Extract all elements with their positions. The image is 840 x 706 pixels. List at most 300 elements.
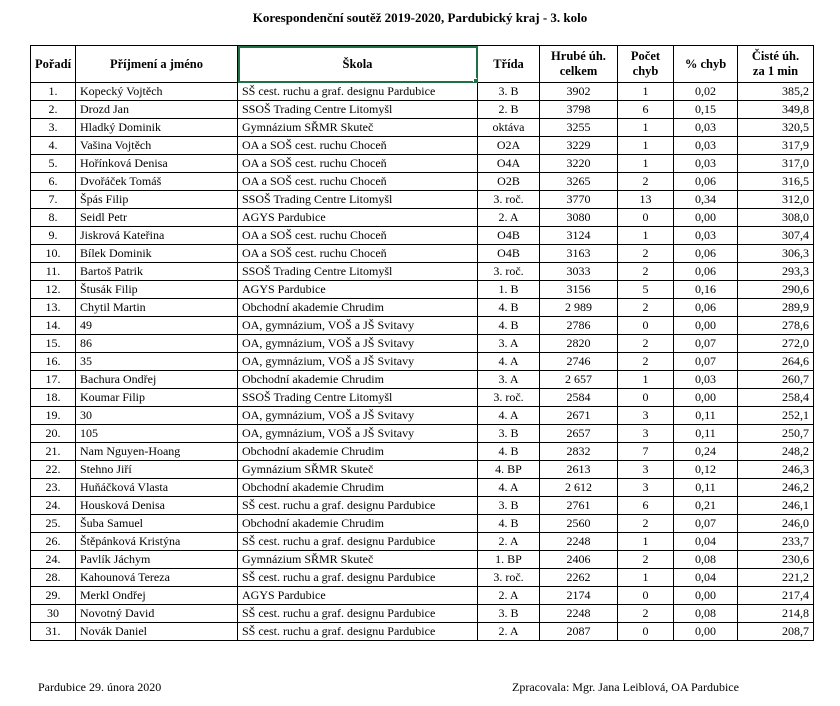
errors-cell[interactable]: 2 [618,335,674,353]
net-cell[interactable]: 320,5 [738,119,814,137]
class-cell[interactable]: 2. A [478,587,540,605]
footer-author: Zpracovala: Mgr. Jana Leiblová, OA Pardubice [512,680,739,694]
header-hrube[interactable] [540,46,618,83]
gross-cell[interactable]: 2 612 [540,479,618,497]
name-cell[interactable]: Šuba Samuel [76,515,238,533]
pct-cell[interactable]: 0,08 [674,551,738,569]
gross-cell[interactable]: 3229 [540,137,618,155]
name-cell[interactable]: Vašina Vojtěch [76,137,238,155]
class-cell[interactable]: 1. BP [478,551,540,569]
rank-cell[interactable]: 17. [31,371,76,389]
net-cell[interactable]: 248,2 [738,443,814,461]
rank-cell[interactable]: 5. [31,155,76,173]
net-cell[interactable]: 217,4 [738,587,814,605]
errors-cell[interactable]: 5 [618,281,674,299]
pct-cell[interactable]: 0,03 [674,371,738,389]
gross-cell[interactable]: 2657 [540,425,618,443]
net-cell[interactable]: 230,6 [738,551,814,569]
net-cell[interactable]: 385,2 [738,83,814,101]
errors-cell[interactable]: 1 [618,119,674,137]
class-cell[interactable]: 1. B [478,281,540,299]
school-cell[interactable]: AGYS Pardubice [238,209,478,227]
errors-cell[interactable]: 1 [618,533,674,551]
table-row [31,605,814,623]
table-row [31,551,814,569]
pct-cell[interactable]: 0,12 [674,461,738,479]
table-row [31,389,814,407]
net-cell[interactable]: 316,5 [738,173,814,191]
net-cell[interactable]: 290,6 [738,281,814,299]
net-cell[interactable]: 260,7 [738,371,814,389]
net-cell[interactable]: 312,0 [738,191,814,209]
header-hrube-line2: celkem [559,64,598,78]
table-row [31,227,814,245]
errors-cell[interactable]: 2 [618,263,674,281]
gross-cell[interactable]: 2584 [540,389,618,407]
pct-cell[interactable]: 0,11 [674,407,738,425]
table-row [31,497,814,515]
pct-cell[interactable]: 0,06 [674,299,738,317]
net-cell[interactable]: 208,7 [738,623,814,641]
class-cell[interactable]: O4B [478,227,540,245]
rank-cell[interactable]: 31. [31,623,76,641]
net-cell[interactable]: 246,2 [738,479,814,497]
school-cell[interactable]: SŠ cest. ruchu a graf. designu Pardubice [238,83,478,101]
net-cell[interactable]: 258,4 [738,389,814,407]
table-row [31,569,814,587]
gross-cell[interactable]: 2262 [540,569,618,587]
net-cell[interactable]: 307,4 [738,227,814,245]
class-cell[interactable]: 3. roč. [478,389,540,407]
gross-cell[interactable]: 2 657 [540,371,618,389]
rank-cell[interactable]: 8. [31,209,76,227]
school-cell[interactable]: SŠ cest. ruchu a graf. designu Pardubice [238,533,478,551]
pct-cell[interactable]: 0,11 [674,479,738,497]
table-row [31,353,814,371]
net-cell[interactable]: 349,8 [738,101,814,119]
pct-cell[interactable]: 0,07 [674,515,738,533]
header-poradi[interactable]: Pořadí [31,46,76,83]
class-cell[interactable]: 4. B [478,515,540,533]
net-cell[interactable]: 264,6 [738,353,814,371]
school-cell[interactable]: SŠ cest. ruchu a graf. designu Pardubice [238,605,478,623]
table-row [31,515,814,533]
errors-cell[interactable]: 13 [618,191,674,209]
class-cell[interactable]: 3. A [478,335,540,353]
class-cell[interactable]: 3. roč. [478,263,540,281]
school-cell[interactable]: OA a SOŠ cest. ruchu Choceň [238,227,478,245]
name-cell[interactable]: Merkl Ondřej [76,587,238,605]
name-cell[interactable]: Kahounová Tereza [76,569,238,587]
school-cell[interactable]: OA a SOŠ cest. ruchu Choceň [238,155,478,173]
table-row [31,83,814,101]
pct-cell[interactable]: 0,06 [674,173,738,191]
gross-cell[interactable]: 2087 [540,623,618,641]
pct-cell[interactable]: 0,03 [674,155,738,173]
gross-cell[interactable]: 3220 [540,155,618,173]
table-row [31,335,814,353]
name-cell[interactable]: Špás Filip [76,191,238,209]
school-cell[interactable]: AGYS Pardubice [238,587,478,605]
school-cell[interactable]: Obchodní akademie Chrudim [238,443,478,461]
school-cell[interactable]: OA, gymnázium, VOŠ a JŠ Svitavy [238,407,478,425]
pct-cell[interactable]: 0,00 [674,389,738,407]
errors-cell[interactable]: 1 [618,569,674,587]
class-cell[interactable]: 4. BP [478,461,540,479]
table-row [31,281,814,299]
rank-cell[interactable]: 24. [31,497,76,515]
errors-cell[interactable]: 3 [618,425,674,443]
class-cell[interactable]: 3. roč. [478,191,540,209]
net-cell[interactable]: 246,1 [738,497,814,515]
pct-cell[interactable]: 0,03 [674,137,738,155]
table-row [31,407,814,425]
school-cell[interactable]: OA, gymnázium, VOŠ a JŠ Svitavy [238,425,478,443]
rank-cell[interactable]: 25. [31,515,76,533]
rank-cell[interactable]: 12. [31,281,76,299]
net-cell[interactable]: 252,1 [738,407,814,425]
class-cell[interactable]: 2. A [478,209,540,227]
school-cell[interactable]: SSOŠ Trading Centre Litomyšl [238,101,478,119]
name-cell[interactable]: Koumar Filip [76,389,238,407]
rank-cell[interactable]: 28. [31,569,76,587]
school-cell[interactable]: SŠ cest. ruchu a graf. designu Pardubice [238,497,478,515]
name-cell[interactable]: 49 [76,317,238,335]
school-cell[interactable]: OA a SOŠ cest. ruchu Choceň [238,245,478,263]
school-cell[interactable]: AGYS Pardubice [238,281,478,299]
school-cell[interactable]: Gymnázium SŘMR Skuteč [238,551,478,569]
gross-cell[interactable]: 3163 [540,245,618,263]
school-cell[interactable]: SSOŠ Trading Centre Litomyšl [238,263,478,281]
net-cell[interactable]: 308,0 [738,209,814,227]
rank-cell[interactable]: 16. [31,353,76,371]
school-cell[interactable]: Gymnázium SŘMR Skuteč [238,461,478,479]
class-cell[interactable]: O4A [478,155,540,173]
name-cell[interactable]: Bartoš Patrik [76,263,238,281]
class-cell[interactable]: 4. A [478,407,540,425]
name-cell[interactable]: Štusák Filip [76,281,238,299]
class-cell[interactable]: 3. B [478,83,540,101]
net-cell[interactable]: 293,3 [738,263,814,281]
errors-cell[interactable]: 3 [618,479,674,497]
errors-cell[interactable]: 0 [618,587,674,605]
gross-cell[interactable]: 2560 [540,515,618,533]
pct-cell[interactable]: 0,06 [674,263,738,281]
errors-cell[interactable]: 0 [618,389,674,407]
rank-cell[interactable]: 29. [31,587,76,605]
gross-cell[interactable]: 3255 [540,119,618,137]
errors-cell[interactable]: 2 [618,299,674,317]
errors-cell[interactable]: 2 [618,551,674,569]
name-cell[interactable]: Novotný David [76,605,238,623]
table-row [31,425,814,443]
class-cell[interactable]: 4. A [478,479,540,497]
errors-cell[interactable]: 7 [618,443,674,461]
gross-cell[interactable]: 3080 [540,209,618,227]
gross-cell[interactable]: 3156 [540,281,618,299]
table-row [31,299,814,317]
header-ciste[interactable] [738,46,814,83]
school-cell[interactable]: SSOŠ Trading Centre Litomyšl [238,191,478,209]
class-cell[interactable]: 2. B [478,101,540,119]
pct-cell[interactable]: 0,07 [674,353,738,371]
gross-cell[interactable]: 2613 [540,461,618,479]
errors-cell[interactable]: 1 [618,227,674,245]
gross-cell[interactable]: 2406 [540,551,618,569]
errors-cell[interactable]: 1 [618,371,674,389]
table-row [31,461,814,479]
school-cell[interactable]: SSOŠ Trading Centre Litomyšl [238,389,478,407]
class-cell[interactable]: 3. A [478,371,540,389]
class-cell[interactable]: 3. B [478,605,540,623]
school-cell[interactable]: Obchodní akademie Chrudim [238,515,478,533]
net-cell[interactable]: 214,8 [738,605,814,623]
rank-cell[interactable]: 13. [31,299,76,317]
school-cell[interactable]: OA, gymnázium, VOŠ a JŠ Svitavy [238,335,478,353]
rank-cell[interactable]: 11. [31,263,76,281]
results-table [30,45,814,641]
pct-cell[interactable]: 0,00 [674,587,738,605]
name-cell[interactable]: Štěpánková Kristýna [76,533,238,551]
school-cell[interactable]: Obchodní akademie Chrudim [238,479,478,497]
gross-cell[interactable]: 2746 [540,353,618,371]
pct-cell[interactable]: 0,00 [674,209,738,227]
table-row [31,479,814,497]
gross-cell[interactable]: 2820 [540,335,618,353]
table-row [31,263,814,281]
net-cell[interactable]: 221,2 [738,569,814,587]
errors-cell[interactable]: 0 [618,209,674,227]
name-cell[interactable]: 105 [76,425,238,443]
gross-cell[interactable]: 2761 [540,497,618,515]
rank-cell[interactable]: 9. [31,227,76,245]
school-cell[interactable]: SŠ cest. ruchu a graf. designu Pardubice [238,623,478,641]
name-cell[interactable]: Chytil Martin [76,299,238,317]
class-cell[interactable]: 2. A [478,623,540,641]
errors-cell[interactable]: 2 [618,353,674,371]
school-cell[interactable]: Obchodní akademie Chrudim [238,299,478,317]
name-cell[interactable]: Dvořáček Tomáš [76,173,238,191]
net-cell[interactable]: 246,0 [738,515,814,533]
rank-cell[interactable]: 3. [31,119,76,137]
rank-cell[interactable]: 30 [31,605,76,623]
errors-cell[interactable]: 2 [618,245,674,263]
errors-cell[interactable]: 2 [618,515,674,533]
class-cell[interactable]: 4. B [478,299,540,317]
school-cell[interactable]: Gymnázium SŘMR Skuteč [238,119,478,137]
pct-cell[interactable]: 0,07 [674,335,738,353]
school-cell[interactable]: OA a SOŠ cest. ruchu Choceň [238,173,478,191]
pct-cell[interactable]: 0,02 [674,83,738,101]
name-cell[interactable]: Hladký Dominik [76,119,238,137]
net-cell[interactable]: 289,9 [738,299,814,317]
class-cell[interactable]: oktáva [478,119,540,137]
gross-cell[interactable]: 3798 [540,101,618,119]
table-row [31,587,814,605]
header-row [31,46,814,83]
table-row [31,443,814,461]
header-hrube-line1: Hrubé úh. [551,49,606,63]
pct-cell[interactable]: 0,04 [674,533,738,551]
net-cell[interactable]: 233,7 [738,533,814,551]
errors-cell[interactable]: 0 [618,317,674,335]
rank-cell[interactable]: 6. [31,173,76,191]
net-cell[interactable]: 246,3 [738,461,814,479]
table-row [31,317,814,335]
errors-cell[interactable]: 1 [618,137,674,155]
rank-cell[interactable]: 20. [31,425,76,443]
class-cell[interactable]: 2. A [478,533,540,551]
rank-cell[interactable]: 2. [31,101,76,119]
school-cell[interactable]: OA, gymnázium, VOŠ a JŠ Svitavy [238,317,478,335]
gross-cell[interactable]: 2248 [540,533,618,551]
net-cell[interactable]: 250,7 [738,425,814,443]
rank-cell[interactable]: 4. [31,137,76,155]
name-cell[interactable]: Seidl Petr [76,209,238,227]
header-chyb-line1: Počet [630,49,661,63]
name-cell[interactable]: Pavlík Jáchym [76,551,238,569]
header-ciste-line1: Čisté úh. [751,49,800,63]
class-cell[interactable]: 3. B [478,425,540,443]
errors-cell[interactable]: 3 [618,407,674,425]
errors-cell[interactable]: 6 [618,101,674,119]
net-cell[interactable]: 272,0 [738,335,814,353]
table-row [31,137,814,155]
table-row [31,191,814,209]
header-ciste-line2: za 1 min [752,64,799,78]
pct-cell[interactable]: 0,24 [674,443,738,461]
rank-cell[interactable]: 14. [31,317,76,335]
header-pct[interactable]: % chyb [674,46,738,83]
pct-cell[interactable]: 0,06 [674,245,738,263]
header-trida[interactable]: Třída [478,46,540,83]
name-cell[interactable]: Housková Denisa [76,497,238,515]
table-row [31,209,814,227]
table-row [31,245,814,263]
class-cell[interactable]: 4. A [478,353,540,371]
header-chyb[interactable] [618,46,674,83]
errors-cell[interactable]: 2 [618,173,674,191]
rank-cell[interactable]: 24. [31,551,76,569]
name-cell[interactable]: 35 [76,353,238,371]
net-cell[interactable]: 317,9 [738,137,814,155]
table-row [31,173,814,191]
page-title: Korespondenční soutěž 2019-2020, Pardubický kraj - 3. kolo [252,10,588,25]
name-cell[interactable]: Bachura Ondřej [76,371,238,389]
pct-cell[interactable]: 0,11 [674,425,738,443]
class-cell[interactable]: O2B [478,173,540,191]
school-cell[interactable]: Obchodní akademie Chrudim [238,371,478,389]
net-cell[interactable]: 278,6 [738,317,814,335]
pct-cell[interactable]: 0,03 [674,227,738,245]
name-cell[interactable]: Novák Daniel [76,623,238,641]
name-cell[interactable]: Bílek Dominik [76,245,238,263]
rank-cell[interactable]: 7. [31,191,76,209]
net-cell[interactable]: 317,0 [738,155,814,173]
name-cell[interactable]: Huňáčková Vlasta [76,479,238,497]
gross-cell[interactable]: 2671 [540,407,618,425]
header-chyb-line2: chyb [632,64,659,78]
rank-cell[interactable]: 1. [31,83,76,101]
rank-cell[interactable]: 26. [31,533,76,551]
rank-cell[interactable]: 23. [31,479,76,497]
errors-cell[interactable]: 1 [618,155,674,173]
table-row [31,371,814,389]
table-row [31,101,814,119]
pct-cell[interactable]: 0,34 [674,191,738,209]
school-cell[interactable]: OA a SOŠ cest. ruchu Choceň [238,137,478,155]
errors-cell[interactable]: 0 [618,623,674,641]
pct-cell[interactable]: 0,15 [674,101,738,119]
name-cell[interactable]: Jiskrová Kateřina [76,227,238,245]
gross-cell[interactable]: 2 989 [540,299,618,317]
gross-cell[interactable]: 2248 [540,605,618,623]
rank-cell[interactable]: 19. [31,407,76,425]
pct-cell[interactable]: 0,00 [674,317,738,335]
gross-cell[interactable]: 2786 [540,317,618,335]
name-cell[interactable]: Hořínková Denisa [76,155,238,173]
footer-date: Pardubice 29. února 2020 [38,680,162,694]
gross-cell[interactable]: 3265 [540,173,618,191]
pct-cell[interactable]: 0,08 [674,605,738,623]
class-cell[interactable]: 3. roč. [478,569,540,587]
table-row [31,533,814,551]
gross-cell[interactable]: 2174 [540,587,618,605]
rank-cell[interactable]: 18. [31,389,76,407]
gross-cell[interactable]: 3770 [540,191,618,209]
pct-cell[interactable]: 0,03 [674,119,738,137]
pct-cell[interactable]: 0,16 [674,281,738,299]
school-cell[interactable]: SŠ cest. ruchu a graf. designu Pardubice [238,569,478,587]
class-cell[interactable]: O4B [478,245,540,263]
gross-cell[interactable]: 3902 [540,83,618,101]
header-jmeno[interactable]: Příjmení a jméno [76,46,238,83]
fill-handle[interactable] [473,78,478,83]
class-cell[interactable]: 4. B [478,317,540,335]
errors-cell[interactable]: 1 [618,83,674,101]
class-cell[interactable]: 4. B [478,443,540,461]
name-cell[interactable]: Kopecký Vojtěch [76,83,238,101]
errors-cell[interactable]: 3 [618,461,674,479]
errors-cell[interactable]: 2 [618,605,674,623]
pct-cell[interactable]: 0,00 [674,623,738,641]
errors-cell[interactable]: 6 [618,497,674,515]
header-skola-label: Škola [342,56,373,71]
table-row [31,623,814,641]
name-cell[interactable]: Drozd Jan [76,101,238,119]
rank-cell[interactable]: 22. [31,461,76,479]
gross-cell[interactable]: 3033 [540,263,618,281]
table-row [31,155,814,173]
name-cell[interactable]: Stehno Jiří [76,461,238,479]
name-cell[interactable]: 30 [76,407,238,425]
pct-cell[interactable]: 0,04 [674,569,738,587]
school-cell[interactable]: OA, gymnázium, VOŠ a JŠ Svitavy [238,353,478,371]
net-cell[interactable]: 306,3 [738,245,814,263]
table-row [31,119,814,137]
rank-cell[interactable]: 15. [31,335,76,353]
pct-cell[interactable]: 0,21 [674,497,738,515]
rank-cell[interactable]: 21. [31,443,76,461]
name-cell[interactable]: 86 [76,335,238,353]
gross-cell[interactable]: 3124 [540,227,618,245]
class-cell[interactable]: O2A [478,137,540,155]
rank-cell[interactable]: 10. [31,245,76,263]
name-cell[interactable]: Nam Nguyen-Hoang [76,443,238,461]
class-cell[interactable]: 3. B [478,497,540,515]
gross-cell[interactable]: 2832 [540,443,618,461]
header-skola-selected-cell[interactable] [238,46,478,83]
